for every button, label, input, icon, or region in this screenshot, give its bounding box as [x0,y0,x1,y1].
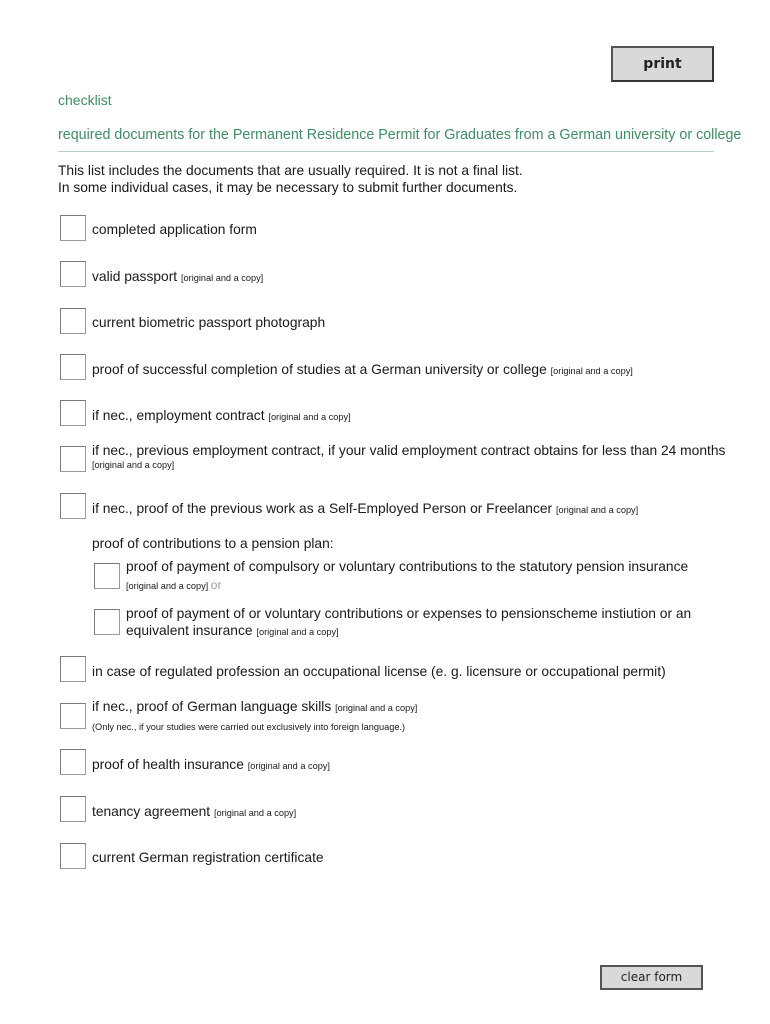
item-label: proof of successful completion of studies at a German university or college [92,362,547,377]
item-note: [original and a copy] [256,627,339,637]
item-tenancy-agreement [92,803,296,822]
item-occupational-license [92,663,666,680]
item-label: current biometric passport photograph [92,315,326,330]
title-divider [58,151,714,152]
checklist-label: checklist [58,92,112,108]
item-health-insurance [92,756,330,775]
checkbox-photograph[interactable] [60,308,86,334]
item-note: [original and a copy] [92,460,175,470]
clear-form-button[interactable]: clear form [600,965,703,990]
item-label: current German registration certificate [92,850,324,865]
print-button[interactable]: print [611,46,714,82]
item-note: [original and a copy] [247,761,330,771]
item-passport [92,268,263,287]
item-self-employed [92,500,638,519]
item-subnote: (Only nec., if your studies were carried out exclusively into foreign language.) [92,722,406,732]
pension-option-statutory: proof of payment of compulsory or voluntary contributions to the statutory pension insurance [126,559,689,574]
item-note: [original and a copy] [335,703,418,713]
checkbox-employment-contract[interactable] [60,400,86,426]
item-studies-completion [92,361,633,380]
item-label: equivalent insurance [126,623,253,638]
checkbox-pension-statutory[interactable] [94,563,120,589]
checkbox-studies-completion[interactable] [60,354,86,380]
item-note: [original and a copy] [180,273,264,283]
item-label: if nec., previous employment contract, if your valid employment contract obtains for less than 24 months [92,443,726,458]
item-photograph [92,314,325,331]
item-label: completed application form [92,222,257,237]
item-employment-contract [92,407,351,426]
item-label: if nec., proof of German language skills [92,699,332,714]
checkbox-self-employed[interactable] [60,493,86,519]
pension-option-statutory-note [126,578,221,592]
checkbox-application-form[interactable] [60,215,86,241]
item-previous-contract [92,442,725,459]
item-label: if nec., proof of the previous work as a Self-Employed Person or Freelancer [92,501,553,516]
checkbox-health-insurance[interactable] [60,749,86,775]
pension-heading: proof of contributions to a pension plan: [92,536,334,551]
checkbox-previous-contract[interactable] [60,446,86,472]
checkbox-tenancy-agreement[interactable] [60,796,86,822]
checkbox-registration-certificate[interactable] [60,843,86,869]
intro-line-1: This list includes the documents that are usually required. It is not a final list. [58,163,523,178]
checkbox-occupational-license[interactable] [60,656,86,682]
item-application-form [92,221,257,238]
item-language-skills [92,698,417,717]
pension-option-scheme-line2 [126,622,339,641]
item-note: [original and a copy] [555,505,639,515]
item-label: in case of regulated profession an occupational license (e. g. licensure or occupational permit) [92,664,666,679]
checkbox-passport[interactable] [60,261,86,287]
item-label: proof of health insurance [92,757,244,772]
checkbox-language-skills[interactable] [60,703,86,729]
or-separator: or [210,578,222,592]
item-registration-certificate [92,849,324,866]
pension-option-scheme: proof of payment of or voluntary contributions or expenses to pensionscheme instiution or an [126,606,692,621]
checkbox-pension-scheme[interactable] [94,609,120,635]
item-note: [original and a copy] [213,808,297,818]
intro-line-2: In some individual cases, it may be necessary to submit further documents. [58,180,518,195]
item-note: [original and a copy] [126,581,209,591]
item-label: tenancy agreement [92,804,211,819]
item-label: valid passport [92,269,178,284]
item-note: [original and a copy] [550,366,633,376]
item-label: if nec., employment contract [92,408,265,423]
item-note: [original and a copy] [268,412,351,422]
page-title: required documents for the Permanent Residence Permit for Graduates from a German university or college [58,127,742,143]
